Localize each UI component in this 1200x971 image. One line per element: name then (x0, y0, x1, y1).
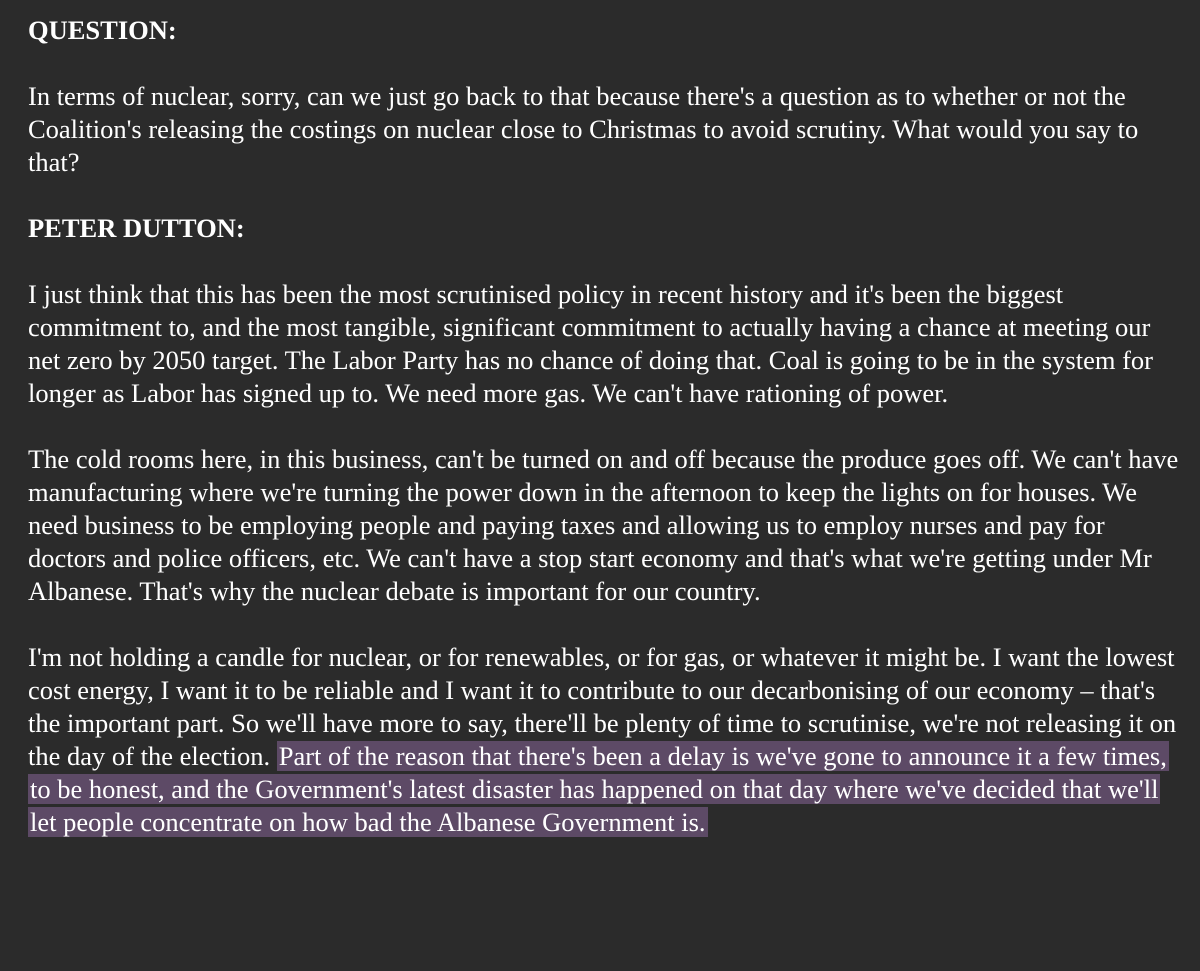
spacer (28, 410, 1188, 443)
answer-paragraph-3-text: I'm not holding a candle for nuclear, or for renewables, or for gas, or whatever it might be. I want the lowest cost energy, I want it to be reliable and I want it to contribute to our decarbonising of our economy – that's the important part. So we'll have more to say, there'll be plenty of time to scrutinise, we're not releasing it on the day of the election. (28, 642, 1177, 771)
question-text: In terms of nuclear, sorry, can we just go back to that because there's a question as to whether or not the Coalition's releasing the costings on nuclear close to Christmas to avoid scrutiny. What would you say to that? (28, 81, 1139, 177)
answer-speaker-label: PETER DUTTON: (28, 213, 245, 243)
transcript (28, 14, 1188, 839)
question-label: QUESTION: (28, 15, 177, 45)
spacer (28, 608, 1188, 641)
highlighted-selection[interactable]: Part of the reason that there's been a delay is we've gone to announce it a few times, to be honest, and the Government's latest disaster has happened on that day where we've decided that we'll let people concentrate on how bad the Albanese Government is. (30, 741, 1167, 837)
spacer (28, 47, 1188, 80)
spacer (28, 245, 1188, 278)
answer-paragraph-3 (28, 641, 1188, 839)
spacer (28, 179, 1188, 212)
answer-paragraph-2: The cold rooms here, in this business, can't be turned on and off because the produce goes off. We can't have manufacturing where we're turning the power down in the afternoon to keep the lights on for houses. We need business to be employing people and paying taxes and allowing us to employ nurses and pay for doctors and police officers, etc. We can't have a stop start economy and that's what we're getting under Mr Albanese. That's why the nuclear debate is important for our country. (28, 444, 1179, 606)
answer-paragraph-1: I just think that this has been the most scrutinised policy in recent history and it's been the biggest commitment to, and the most tangible, significant commitment to actually having a chance at meeting our net zero by 2050 target. The Labor Party has no chance of doing that. Coal is going to be in the system for longer as Labor has signed up to. We need more gas. We can't have rationing of power. (28, 279, 1154, 408)
